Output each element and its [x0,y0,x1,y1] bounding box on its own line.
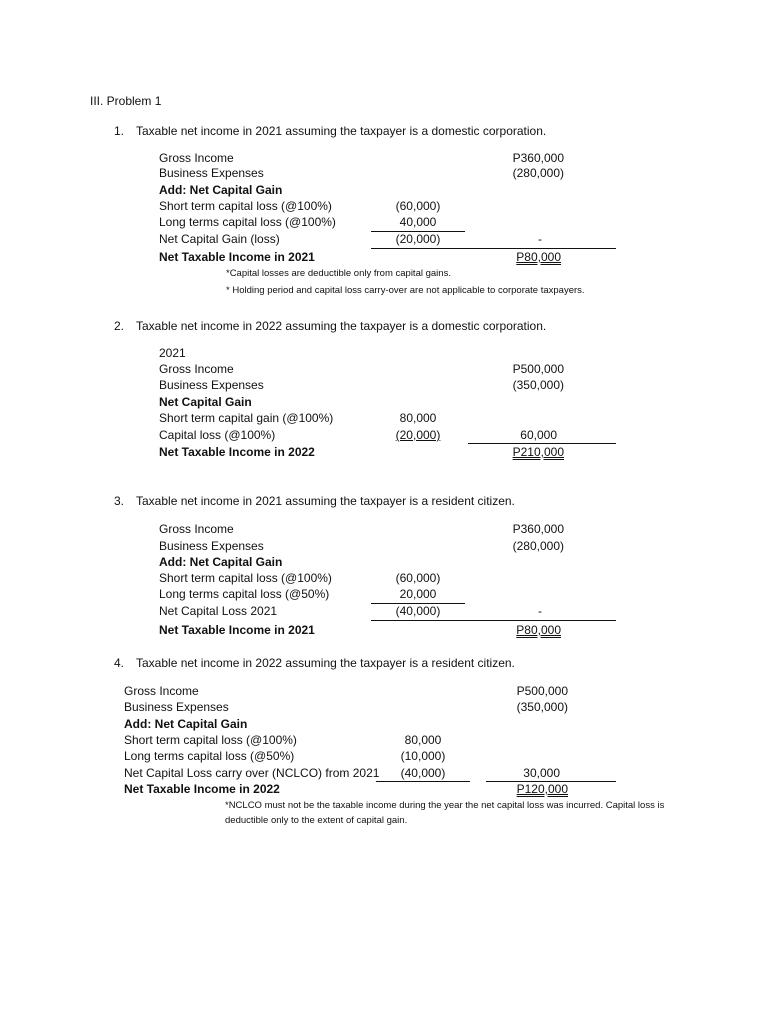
p3-ltcl-value: 20,000 [399,587,437,601]
p1-note-2: * Holding period and capital loss carry-over are not applicable to corporate taxpayers. [226,285,585,296]
p3-business-expenses-label: Business Expenses [159,539,264,553]
p1-business-expenses-value: (280,000) [512,166,564,180]
p2-cl-value: (20,000) [395,428,441,442]
p4-nti-value: P120,000 [516,782,568,796]
p4-ltcl-value: (10,000) [400,749,446,763]
p1-total-rule [371,248,616,249]
p4-business-expenses-value: (350,000) [516,700,568,714]
p3-business-expenses-value: (280,000) [512,539,564,553]
p1-gross-income-value: P360,000 [512,151,564,165]
p4-note-1: *NCLCO must not be the taxable income during the year the net capital loss was incurred. Capital loss is [225,800,665,811]
p3-nti-value: P80,000 [516,623,561,637]
p1-stcl-value: (60,000) [395,199,441,213]
p1-nti-label: Net Taxable Income in 2021 [159,250,315,264]
p2-business-expenses-value: (350,000) [512,378,564,392]
p4-business-expenses-label: Business Expenses [124,700,229,714]
p4-gross-income-value: P500,000 [516,684,568,698]
p2-gross-income-value: P500,000 [512,362,564,376]
p2-cl-total: 60,000 [520,428,557,442]
p1-number: 1. [114,124,125,138]
p3-total-rule [371,620,616,621]
p4-nclco-total: 30,000 [523,766,560,780]
p4-nclco-value: (40,000) [400,766,446,780]
p2-title: Taxable net income in 2022 assuming the taxpayer is a domestic corporation. [136,319,547,333]
p4-number: 4. [114,656,125,670]
p4-nclco-label: Net Capital Loss carry over (NCLCO) from 2021 [124,766,380,780]
p3-stcl-label: Short term capital loss (@100%) [159,571,332,585]
p4-add-ncg-label: Add: Net Capital Gain [124,717,248,731]
p4-stcl-label: Short term capital loss (@100%) [124,733,297,747]
p2-number: 2. [114,319,125,333]
p2-total-rule [468,443,616,444]
p2-nti-value: P210,000 [512,445,564,459]
p4-title: Taxable net income in 2022 assuming the taxpayer is a resident citizen. [136,656,515,670]
p3-stcl-value: (60,000) [395,571,441,585]
p4-gross-income-label: Gross Income [124,684,199,698]
p1-nti-value: P80,000 [516,250,561,264]
p3-number: 3. [114,494,125,508]
p4-stcl-value: 80,000 [404,733,442,747]
p3-nti-label: Net Taxable Income in 2021 [159,623,315,637]
p3-gross-income-label: Gross Income [159,522,234,536]
p1-ncg-value: (20,000) [395,232,441,246]
p3-ncl-total: - [538,604,542,618]
p2-stcg-value: 80,000 [399,411,437,425]
p2-cl-label: Capital loss (@100%) [159,428,276,442]
p3-gross-income-value: P360,000 [512,522,564,536]
p3-add-ncg-label: Add: Net Capital Gain [159,555,283,569]
p4-subtotal-rule [376,781,470,782]
p3-title: Taxable net income in 2021 assuming the taxpayer is a resident citizen. [136,494,515,508]
p1-gross-income-label: Gross Income [159,151,234,165]
p1-stcl-label: Short term capital loss (@100%) [159,199,332,213]
p1-business-expenses-label: Business Expenses [159,166,264,180]
p4-ltcl-label: Long terms capital loss (@50%) [124,749,295,763]
p1-ncg-total: - [538,232,542,246]
p1-note-1: *Capital losses are deductible only from capital gains. [226,268,451,279]
p4-nti-label: Net Taxable Income in 2022 [124,782,280,796]
p1-ltcl-label: Long terms capital loss (@100%) [159,215,336,229]
p2-nti-label: Net Taxable Income in 2022 [159,445,315,459]
p2-stcg-label: Short term capital gain (@100%) [159,411,334,425]
p1-add-ncg-label: Add: Net Capital Gain [159,183,283,197]
p3-ncl-label: Net Capital Loss 2021 [159,604,278,618]
section-heading: III. Problem 1 [90,94,162,108]
p3-ncl-value: (40,000) [395,604,441,618]
p1-title: Taxable net income in 2021 assuming the taxpayer is a domestic corporation. [136,124,547,138]
p2-ncg-label: Net Capital Gain [159,395,252,409]
p2-business-expenses-label: Business Expenses [159,378,264,392]
p2-year-label: 2021 [159,346,186,360]
p2-gross-income-label: Gross Income [159,362,234,376]
p1-ncg-label: Net Capital Gain (loss) [159,232,280,246]
p3-ltcl-label: Long terms capital loss (@50%) [159,587,330,601]
p4-note-2: deductible only to the extent of capital gain. [225,815,408,826]
p1-ltcl-value: 40,000 [399,215,437,229]
